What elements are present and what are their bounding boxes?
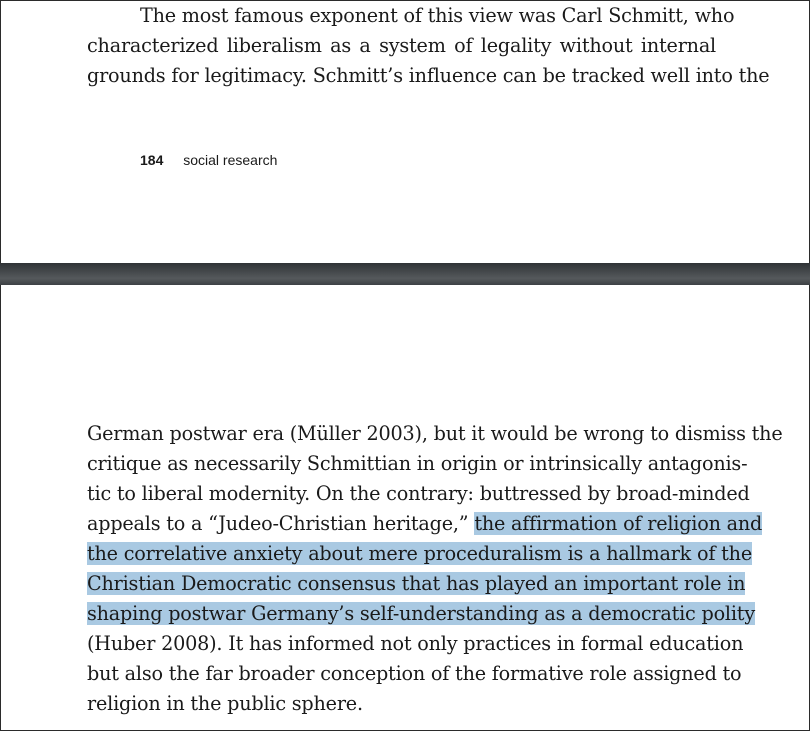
journal-title: social research: [183, 152, 278, 168]
text-line: critique as necessarily Schmittian in origin or intrinsically antagonis-: [87, 452, 748, 475]
text-line: [87, 569, 746, 599]
paragraph-top: [87, 1, 770, 91]
text-line: grounds for legitimacy. Schmitt’s influence can be tracked well into the: [87, 64, 770, 87]
highlighted-text[interactable]: Christian Democratic consensus that has played an important role in: [87, 572, 746, 595]
page-number: 184: [140, 152, 164, 168]
page-footer: [140, 152, 277, 168]
text-line: but also the far broader conception of the formative role assigned to: [87, 662, 742, 685]
highlighted-text[interactable]: the correlative anxiety about mere proceduralism is a hallmark of the: [87, 542, 752, 565]
highlighted-text[interactable]: the affirmation of religion and: [474, 512, 763, 535]
text-line: characterized liberalism as a system of legality without internal: [87, 34, 716, 57]
text-line: (Huber 2008). It has informed not only practices in formal education: [87, 632, 744, 655]
text-line: [87, 539, 752, 569]
text-line: [87, 599, 755, 629]
paragraph-bottom: [87, 419, 783, 719]
page-184: [0, 0, 810, 263]
text-line: [87, 509, 763, 539]
highlighted-text[interactable]: shaping postwar Germany’s self-understanding as a democratic polity: [87, 602, 755, 625]
text-line: German postwar era (Müller 2003), but it would be wrong to dismiss the: [87, 422, 783, 445]
page-separator: [0, 263, 810, 285]
text-line: The most famous exponent of this view was Carl Schmitt, who: [140, 4, 735, 27]
text-segment: appeals to a “Judeo-Christian heritage,”: [87, 512, 475, 535]
text-line: tic to liberal modernity. On the contrary: buttressed by broad-minded: [87, 482, 750, 505]
page-185: [0, 285, 810, 731]
text-line: religion in the public sphere.: [87, 692, 363, 715]
